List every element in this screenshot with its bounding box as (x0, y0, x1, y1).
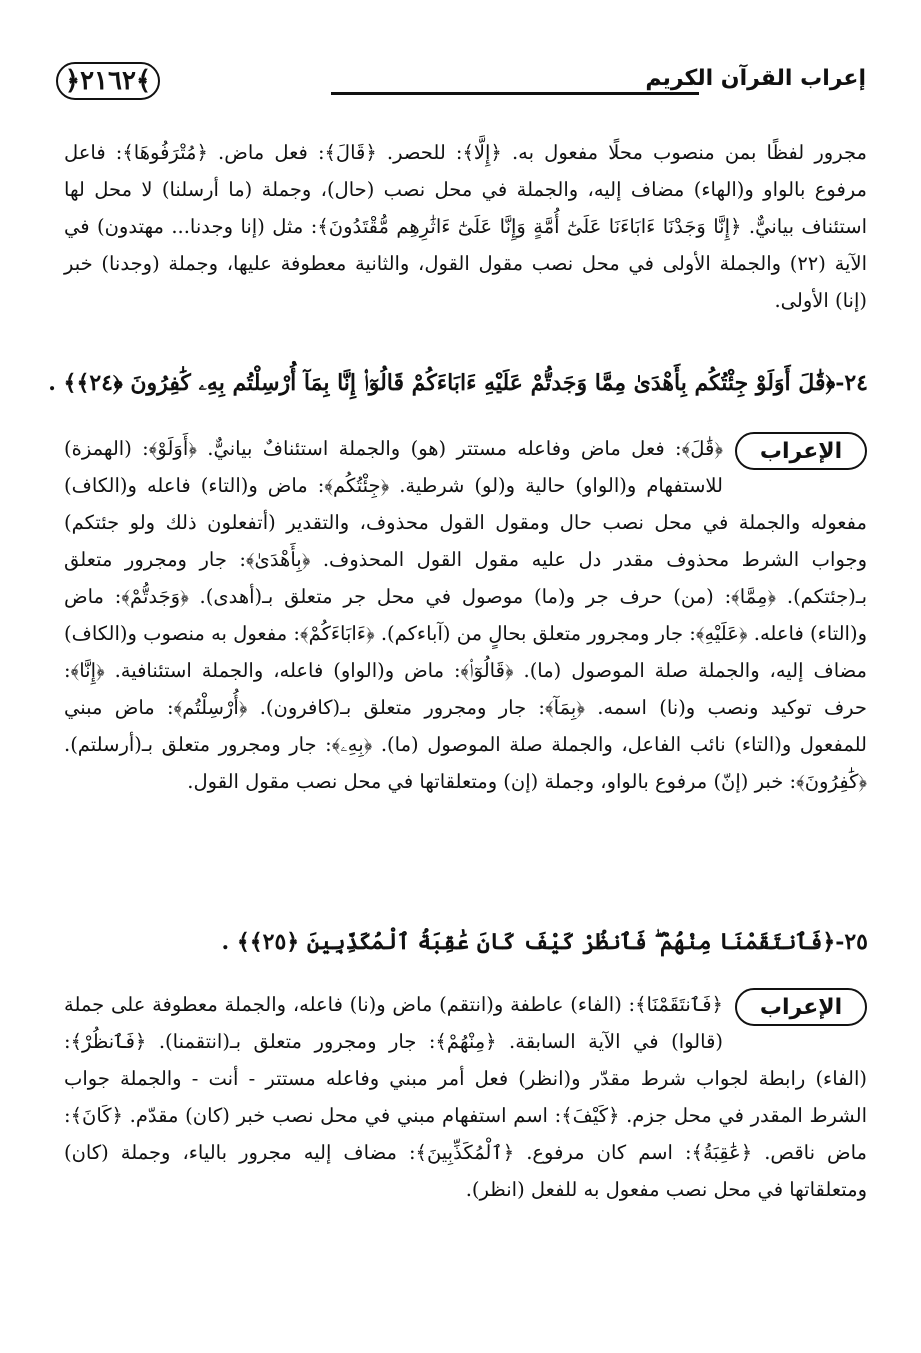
verse-25: ٢٥-﴿فَٱنتَقَمْنَا مِنْهُمْ ۖ فَٱنظُرْ كَيْفَ كَانَ عَٰقِبَةُ ٱلْمُكَذِّبِينَ ﴿٢٥﴾﴾ . (221, 929, 868, 955)
verse-24: ٢٤-﴿قَٰلَ أَوَلَوْ جِئْتُكُم بِأَهْدَىٰ مِمَّا وَجَدتُّمْ عَلَيْهِ ءَابَاءَكُمْ قَالُوٓا۟ إِنَّا بِمَآ أُرْسِلْتُم بِهِۦ كَٰفِرُونَ ﴿٢٤﴾﴾ . (48, 370, 868, 396)
irab-text-24: ﴿قَٰلَ﴾: فعل ماض وفاعله مستتر (هو) والجملة استئنافٌ بيانيٌّ. ﴿أَوَلَوْ﴾: (الهمزة) للاستفهام و(الواو) حالية و(لو) شرطية. ﴿جِئْتُكُم﴾: ماض و(التاء) فاعله و(الكاف) مفعوله والجملة في محل نصب حال ومقول القول محذوف، والتقدير (أتفعلون ذلك ولو جئتكم) وجواب الشرط محذوف مقدر دل عليه مقول القول المحذوف. ﴿بِأَهْدَىٰ﴾: جار ومجرور متعلق بـ(جئتكم). ﴿مِمَّا﴾: (من) حرف جر و(ما) موصول في محل جر متعلق بـ(أهدى). ﴿وَجَدتُّمْ﴾: ماض و(التاء) فاعله. ﴿عَلَيْهِ﴾: جار ومجرور متعلق بحالٍ من (آباءكم). ﴿ءَابَاءَكُمْ﴾: مفعول به منصوب و(الكاف) مضاف إليه، والجملة صلة الموصول (ما). ﴿قَالُوٓا۟﴾: ماض و(الواو) فاعله، والجملة استئنافية. ﴿إِنَّا﴾: حرف توكيد ونصب و(نا) اسمه. ﴿بِمَآ﴾: جار ومجرور متعلق بـ(كافرون). ﴿أُرْسِلْتُم﴾: ماض مبني للمفعول و(التاء) نائب الفاعل، والجملة صلة الموصول (ما). ﴿بِهِۦ﴾: جار ومجرور متعلق بـ(أرسلتم). ﴿كَٰفِرُونَ﴾: خبر (إنّ) مرفوع بالواو، وجملة (إن) ومتعلقاتها في محل نصب مقول القول. (64, 437, 867, 793)
irab-section-24 (64, 430, 867, 800)
irab-label-badge: الإعراب (735, 988, 867, 1026)
page-header (56, 58, 866, 106)
intro-text: مجرور لفظًا بمن منصوب محلًا مفعول به. ﴿إِلَّا﴾: للحصر. ﴿قَالَ﴾: فعل ماض. ﴿مُتْرَفُوهَا﴾: فاعل مرفوع بالواو و(الهاء) مضاف إليه، والجملة في محل نصب (حال)، وجملة (ما أرسلنا) لا محل لها استئناف بيانيٌّ. ﴿إِنَّا وَجَدْنَا ءَابَاءَنَا عَلَىٰٓ أُمَّةٍ وَإِنَّا عَلَىٰٓ ءَاثَٰرِهِم مُّقْتَدُونَ﴾: مثل (إنا وجدنا... مهتدون) في الآية (٢٢) والجملة الأولى في محل نصب مقول القول، والثانية معطوفة عليها، وجملة (وجدنا) خبر (إنا) الأولى. (64, 141, 867, 312)
irab-section-25 (64, 986, 867, 1208)
irab-label-badge: الإعراب (735, 432, 867, 470)
intro-paragraph (64, 134, 867, 319)
page-number: ﴿٢١٦٢﴾ (56, 62, 160, 100)
book-title: إعراب القرآن الكريم (645, 66, 866, 91)
header-rule (331, 92, 699, 95)
irab-text-25: ﴿فَٱنتَقَمْنَا﴾: (الفاء) عاطفة و(انتقم) ماض و(نا) فاعله، والجملة معطوفة على جملة (قالوا) في الآية السابقة. ﴿مِنْهُمْ﴾: جار ومجرور متعلق بـ(انتقمنا). ﴿فَٱنظُرْ﴾: (الفاء) رابطة لجواب شرط مقدّر و(انظر) فعل أمر مبني وفاعله مستتر - أنت - والجملة جواب الشرط المقدر في محل جزم. ﴿كَيْفَ﴾: اسم استفهام مبني في محل نصب خبر (كان) مقدّم. ﴿كَانَ﴾: ماض ناقص. ﴿عَٰقِبَةُ﴾: اسم كان مرفوع. ﴿ٱلْمُكَذِّبِينَ﴾: مضاف إليه مجرور بالياء، وجملة (كان) ومتعلقاتها في محل نصب مفعول به للفعل (انظر). (64, 993, 867, 1201)
